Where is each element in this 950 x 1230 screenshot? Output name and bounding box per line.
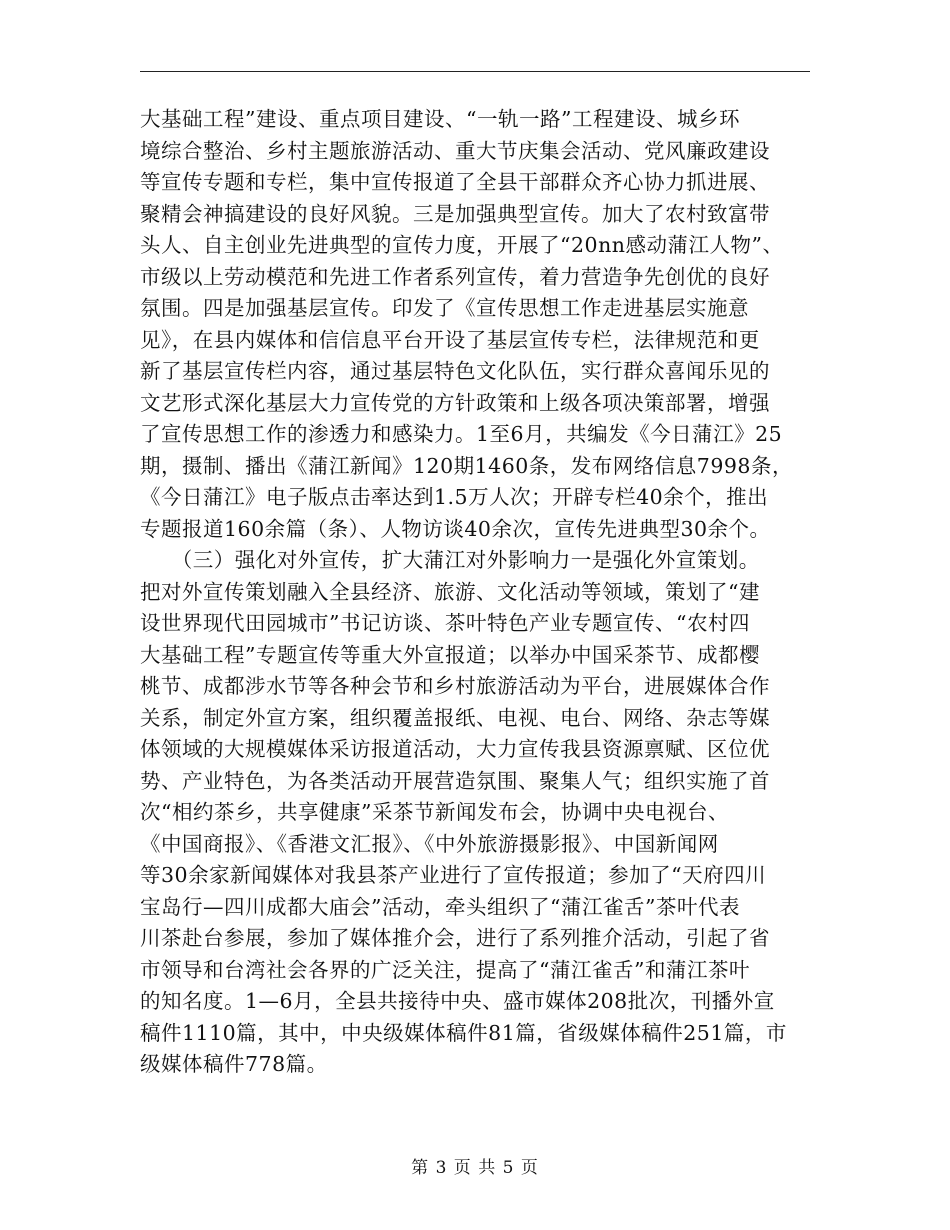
text-line: 期，摄制、播出《蒲江新闻》120期1460条，发布网络信息7998条， [140, 453, 793, 478]
text-line: 《今日蒲江》电子版点击率达到1.5万人次；开辟专栏40余个，推出 [140, 485, 769, 509]
section-heading-line: （三）强化对外宣传，扩大蒲江对外影响力一是强化外宣策划。 [140, 548, 760, 572]
text-line: 等30余家新闻媒体对我县茶产业进行了宣传报道；参加了“天府四川 [140, 863, 767, 887]
text-line: 大基础工程”专题宣传等重大外宣报道；以举办中国采茶节、成都樱 [140, 642, 760, 667]
text-line: 见》，在县内媒体和信信息平台开设了基层宣传专栏，法律规范和更 [140, 327, 760, 352]
header-rule [140, 71, 810, 72]
text-line: 稿件1110篇，其中，中央级媒体稿件81篇，省级媒体稿件251篇，市 [140, 1020, 787, 1045]
text-line: 境综合整治、乡村主题旅游活动、重大节庆集会活动、党风廉政建设 [140, 138, 770, 163]
text-line: 专题报道160余篇（条）、人物访谈40余次，宣传先进典型30余个。 [140, 516, 771, 541]
text-line: 设世界现代田园城市”书记访谈、茶叶特色产业专题宣传、“农村四 [140, 611, 750, 635]
text-line: 《中国商报》、《香港文汇报》、《中外旅游摄影报》、中国新闻网 [140, 831, 719, 856]
text-line: 了宣传思想工作的渗透力和感染力。1至6月，共编发《今日蒲江》25 [140, 422, 783, 446]
text-line: 的知名度。1—6月，全县共接待中央、盛市媒体208批次，刊播外宣 [140, 989, 775, 1013]
text-line: 大基础工程”建设、重点项目建设、“一轨一路”工程建设、城乡环 [140, 107, 740, 131]
text-line: 关系，制定外宣方案，组织覆盖报纸、电视、电台、网络、杂志等媒 [140, 705, 770, 730]
text-line: 川茶赴台参展，参加了媒体推介会，进行了系列推介活动，引起了省 [140, 926, 770, 950]
text-line: 市级以上劳动模范和先进工作者系列宣传，着力营造争先创优的良好 [140, 264, 770, 289]
body-text [140, 104, 830, 1081]
text-line: 体领域的大规模媒体采访报道活动，大力宣传我县资源禀赋、区位优 [140, 737, 770, 761]
text-line: 聚精会神搞建设的良好风貌。三是加强典型宣传。加大了农村致富带 [140, 201, 770, 226]
text-line: 桃节、成都涉水节等各种会节和乡村旅游活动为平台，进展媒体合作 [140, 674, 770, 698]
text-line: 头人、自主创业先进典型的宣传力度，开展了“20nn感动蒲江人物”、 [140, 233, 784, 257]
text-line: 宝岛行—四川成都大庙会”活动，牵头组织了“蒲江雀舌”茶叶代表 [140, 894, 740, 919]
text-line: 等宣传专题和专栏，集中宣传报道了全县干部群众齐心协力抓进展、 [140, 170, 770, 194]
text-line: 市领导和台湾社会各界的广泛关注，提高了“蒲江雀舌”和蒲江茶叶 [140, 957, 750, 982]
text-line: 把对外宣传策划融入全县经济、旅游、文化活动等领域，策划了“建 [140, 579, 760, 604]
text-line: 次“相约茶乡，共享健康”采茶节新闻发布会，协调中央电视台、 [140, 800, 729, 824]
text-line: 势、产业特色，为各类活动开展营造氛围、聚集人气；组织实施了首 [140, 768, 770, 793]
page-number-footer: 第 3 页 共 5 页 [411, 1158, 539, 1178]
text-line: 新了基层宣传栏内容，通过基层特色文化队伍，实行群众喜闻乐见的 [140, 359, 770, 383]
text-line: 级媒体稿件778篇。 [140, 1052, 328, 1076]
text-line: 氛围。四是加强基层宣传。印发了《宣传思想工作走进基层实施意 [140, 296, 749, 320]
text-line: 文艺形式深化基层大力宣传党的方针政策和上级各项决策部署，增强 [140, 390, 770, 415]
